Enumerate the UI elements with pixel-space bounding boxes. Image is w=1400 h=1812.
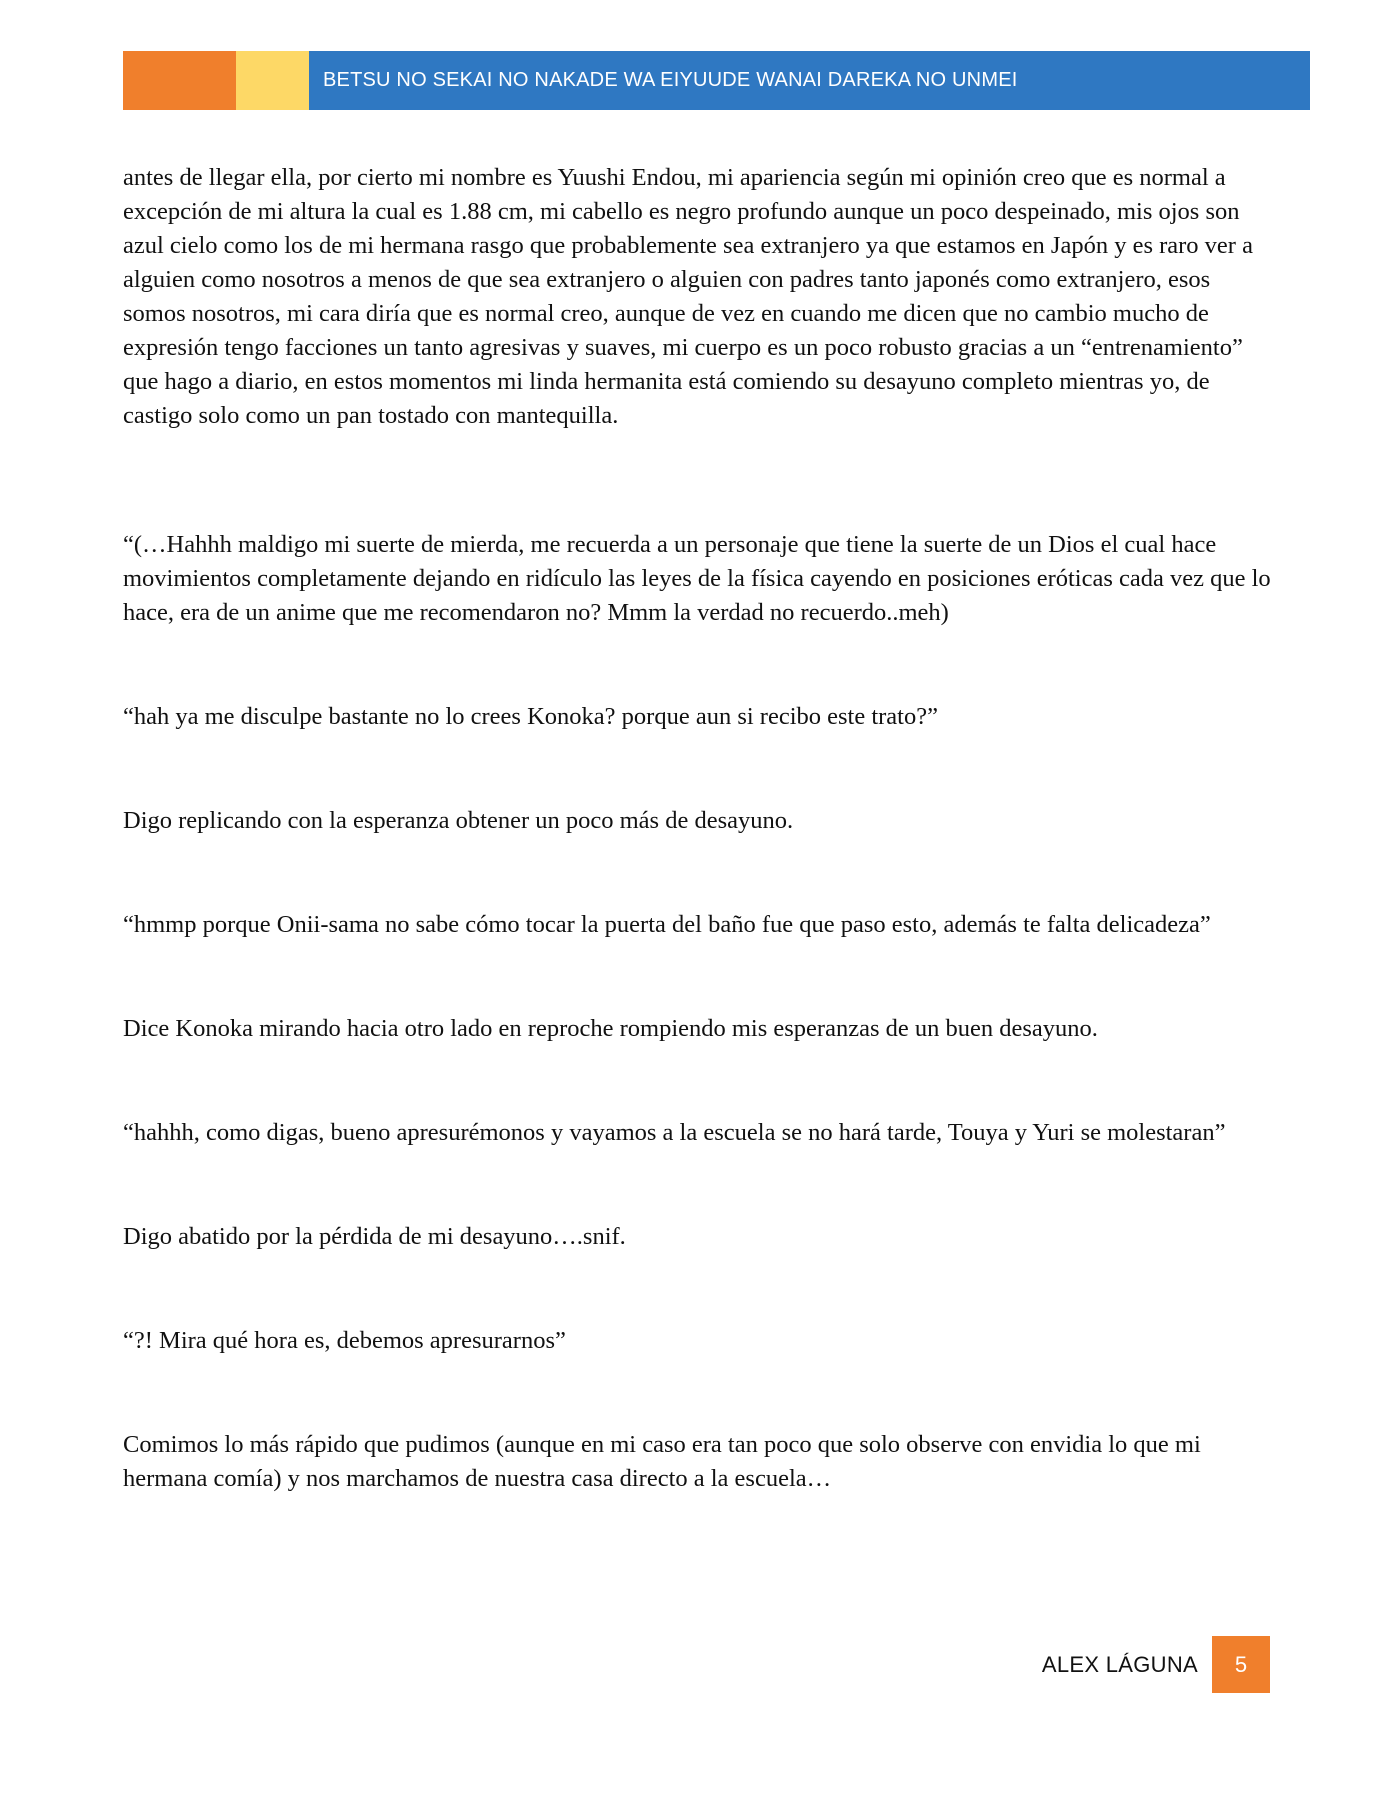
paragraph: “hah ya me disculpe bastante no lo crees Konoka? porque aun si recibo este trato?” xyxy=(123,703,938,730)
header-orange-block xyxy=(123,51,236,110)
page-footer xyxy=(1042,1636,1270,1693)
page-number: 5 xyxy=(1234,1651,1248,1677)
paragraph: antes de llegar ella, por cierto mi nombre es Yuushi Endou, mi apariencia según mi opinión creo que es normal a excepción de mi altura la cual es 1.88 cm, mi cabello es negro profundo aunque un poco despeinado, mis ojos son azul cielo como los de mi hermana rasgo que probablemente sea extranjero ya que estamos en Japón y es raro ver a alguien como nosotros a menos de que sea extranjero o alguien con padres tanto japonés como extranjero, esos somos nosotros, mi cara diría que es normal creo, aunque de vez en cuando me dicen que no cambio mucho de expresión tengo facciones un tanto agresivas y suaves, mi cuerpo es un poco robusto gracias a un “entrenamiento” que hago a diario, en estos momentos mi linda hermanita está comiendo su desayuno completo mientras yo, de castigo solo como un pan tostado con mantequilla. xyxy=(123,164,1253,429)
header-yellow-block xyxy=(236,51,309,110)
paragraph: “hmmp porque Onii-sama no sabe cómo tocar la puerta del baño fue que paso esto, además te falta delicadeza” xyxy=(123,911,1211,938)
paragraph: Comimos lo más rápido que pudimos (aunque en mi caso era tan poco que solo observe con envidia lo que mi hermana comía) y nos marchamos de nuestra casa directo a la escuela… xyxy=(123,1431,1201,1492)
document-body xyxy=(123,161,1273,1566)
paragraph: Digo abatido por la pérdida de mi desayuno….snif. xyxy=(123,1223,626,1250)
paragraph: Digo replicando con la esperanza obtener un poco más de desayuno. xyxy=(123,807,794,834)
paragraph: “(…Hahhh maldigo mi suerte de mierda, me recuerda a un personaje que tiene la suerte de un Dios el cual hace movimientos completamente dejando en ridículo las leyes de la física cayendo en posiciones eróticas cada vez que lo hace, era de un anime que me recomendaron no? Mmm la verdad no recuerdo..meh) xyxy=(123,531,1271,626)
author-name: ALEX LÁGUNA xyxy=(1041,1651,1198,1677)
header-title-bar xyxy=(309,51,1310,110)
paragraph: “hahhh, como digas, bueno apresurémonos y vayamos a la escuela se no hará tarde, Touya y Yuri se molestaran” xyxy=(123,1119,1226,1146)
document-title: BETSU NO SEKAI NO NAKADE WA EIYUUDE WANAI DAREKA NO UNMEI xyxy=(323,69,1018,91)
paragraph: Dice Konoka mirando hacia otro lado en reproche rompiendo mis esperanzas de un buen desayuno. xyxy=(123,1015,1098,1042)
paragraph: “?! Mira qué hora es, debemos apresurarnos” xyxy=(123,1327,566,1354)
page-header xyxy=(123,51,1310,110)
page-number-badge xyxy=(1212,1636,1270,1693)
